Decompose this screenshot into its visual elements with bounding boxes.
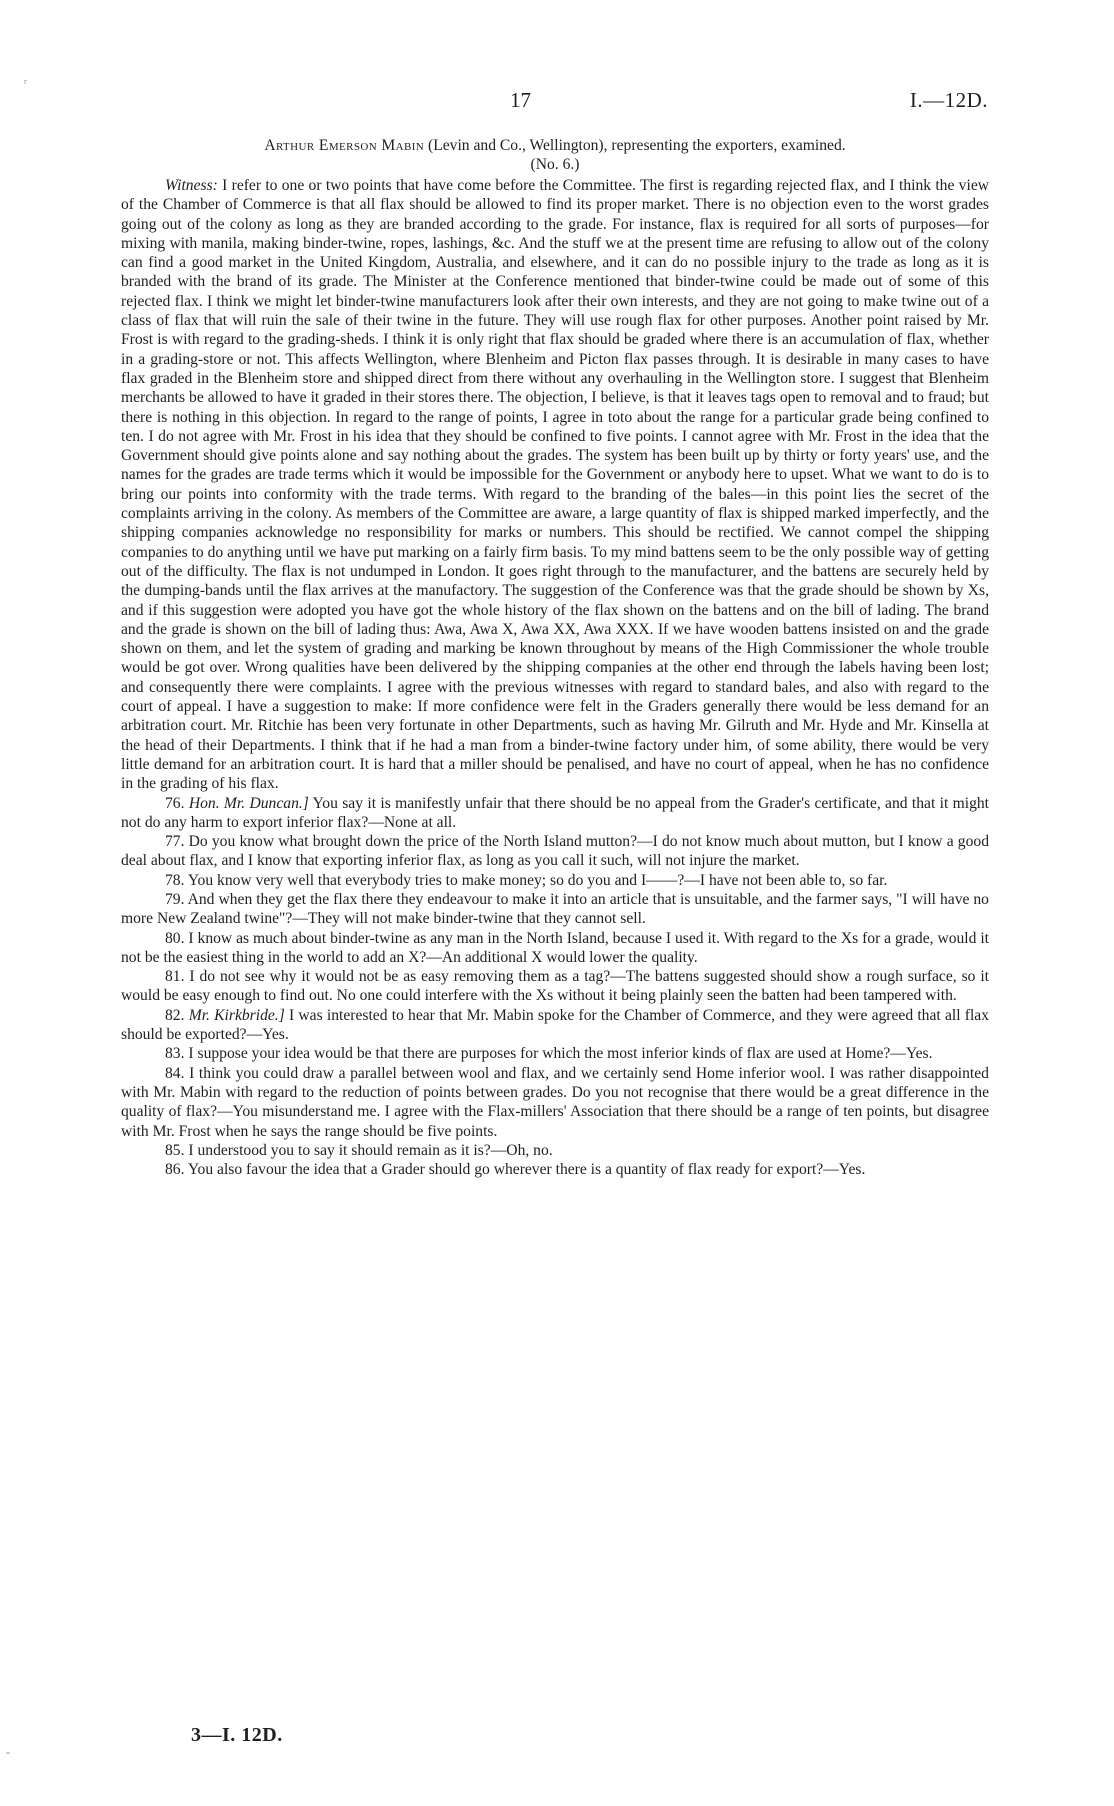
question-text: And when they get the flax there they endeavour to make it into an article that is unsuitable, and the farmer says, "I will have no more New Zealand twine"?—They will not make binder-twine that they cannot sell.: [121, 890, 989, 928]
question-text: I think you could draw a parallel between wool and flax, and we certainly send Home inferior wool. I was rather disappointed with Mr. Mabin with regard to the reduction of points between grades. Do you not recognise that there would be a great difference in the quality of flax?—You misunderstand me. I agree with the Flax-millers' Association that there should be a range of ten points, but disagree with Mr. Frost when he says the range should be five points.: [121, 1064, 989, 1140]
question-number: 78.: [165, 871, 185, 889]
question-number: 80.: [165, 929, 185, 947]
witness-heading: [121, 136, 989, 174]
question-text: You also favour the idea that a Grader should go wherever there is a quantity of flax ready for export?—Yes.: [187, 1161, 866, 1179]
question-number: 84.: [165, 1064, 185, 1082]
question-paragraph: [121, 890, 989, 929]
witness-name: Arthur Emerson Mabin: [264, 137, 425, 154]
scan-mark: ʳ: [24, 76, 27, 90]
page-header: [0, 88, 1114, 118]
speaker-name: Mr. Kirkbride.]: [188, 1006, 285, 1024]
witness-label: Witness:: [165, 177, 218, 194]
question-paragraph: [121, 1044, 989, 1063]
page-number: 17: [510, 88, 531, 112]
question-number: 83.: [165, 1045, 185, 1063]
question-number: 76.: [165, 794, 185, 812]
question-paragraph: [121, 794, 989, 833]
question-list: [121, 794, 989, 1180]
question-number: 86.: [165, 1161, 185, 1179]
witness-number: (No. 6.): [530, 156, 580, 173]
question-number: 85.: [165, 1141, 185, 1159]
question-paragraph: [121, 1160, 989, 1179]
question-text: I do not see why it would not be as easy removing them as a tag?—The battens suggested should show a rough surface, so it would be easy enough to find out. No one could interfere with the Xs without it being plainly seen the batten had been tampered with.: [121, 968, 989, 1005]
scan-mark: -: [6, 1745, 10, 1759]
question-text: I suppose your idea would be that there are purposes for which the most inferior kinds of flax are used at Home?—Yes.: [188, 1045, 933, 1063]
question-paragraph: [121, 871, 989, 890]
speaker-name: Hon. Mr. Duncan.]: [188, 794, 309, 812]
question-number: 79.: [165, 890, 185, 908]
witness-statement-text: I refer to one or two points that have come before the Committee. The first is regarding rejected flax, and I think the view of the Chamber of Commerce is that all flax should be allowed to find its proper market. There is no objection even to the worst grades going out of the colony as long as they are branded according to the grade. For instance, flax is required for all sorts of purposes—for mixing with manila, making binder-twine, ropes, lashings, &c. And the stuff we at the present time are refusing to allow out of the colony can find a good market in the United Kingdom, Australia, and elsewhere, and it can do no possible injury to the trade as long as it is branded with the brand of its grade. The Minister at the Conference mentioned that binder-twine could be made out of some of this rejected flax. I think we might let binder-twine manufacturers look after their own interests, and they are not going to make twine out of a class of flax that will ruin the sale of their twine in the future. They will use rough flax for other purposes. Another point raised by Mr. Frost is with regard to the grading-sheds. I think it is only right that flax should be graded where there is an accumulation of flax, whether in a grading-store or not. This affects Wellington, where Blenheim and Picton flax passes through. It is desirable in many cases to have flax graded in the Blenheim store and shipped direct from there without any overhauling in the Wellington store. I suggest that Blenheim merchants be allowed to have it graded in their stores there. The objection, I believe, is that it leaves tags open to removal and to fraud; but there is nothing in this objection. In regard to the range of points, I agree in toto about the range for a particular grade being confined to ten. I do not agree with Mr. Frost in his idea that they should be confined to five points. I cannot agree with Mr. Frost in the idea that the Government should give points alone and say nothing about the grades. The system has been built up by thirty or forty years' use, and the names for the grades are trade terms which it would be impossible for the Government or anybody here to upset. What we want to do is to bring our points into conformity with the trade terms. With regard to the branding of the bales—in this point lies the secret of the complaints arriving in the colony. As members of the Committee are aware, a large quantity of flax is shipped marked imperfectly, and the shipping companies acknowledge no responsibility for marks or numbers. This should be rectified. We cannot compel the shipping companies to do anything until we have put marking on a fairly firm basis. To my mind battens seem to be the only possible way of getting out of the difficulty. The flax is not undumped in London. It goes right through to the manufacturer, and the battens are securely held by the dumping-bands until the flax arrives at the manufactory. The suggestion of the Conference was that the grade should be shown by Xs, and if this suggestion were adopted you have got the whole history of the flax shown on the battens and on the bill of lading. The brand and the grade is shown on the bill of lading thus: Awa, Awa X, Awa XX, Awa XXX. If we have wooden battens insisted on and the grade shown on them, and let the system of grading and marking be known throughout by means of the High Commissioner the whole trouble would be got over. Wrong qualities have been delivered by the shipping companies at the other end through the labels having been lost; and consequently there were complaints. I agree with the previous witnesses with regard to standard bales, and also with regard to the court of appeal. I have a suggestion to make: If more confidence were felt in the Graders generally there would be less demand for an arbitration court. Mr. Ritchie has been very fortunate in other Departments, such as having Mr. Gilruth and Mr. Hyde and Mr. Kinsella at the head of their Departments. I think that if he had a man from a binder-twine factory under him, of some ability, there would be very little demand for an arbitration court. It is hard that a miller should be penalised, and have no court of appeal, when he has no confidence in the grading of his flax.: [121, 177, 989, 793]
question-text: Do you know what brought down the price of the North Island mutton?—I do not know much about mutton, but I know a good deal about flax, and I know that exporting inferior flax, as long as you call it such, will not injure the market.: [121, 833, 989, 870]
question-paragraph: [121, 1006, 989, 1045]
question-number: 77.: [165, 833, 185, 851]
question-paragraph: [121, 967, 989, 1006]
question-paragraph: [121, 929, 989, 968]
question-text: You know very well that everybody tries to make money; so do you and I——?—I have not been able to, so far.: [187, 871, 888, 889]
question-text: I was interested to hear that Mr. Mabin spoke for the Chamber of Commerce, and they were agreed that all flax should be exported?—Yes.: [121, 1006, 989, 1044]
signature-mark: 3—I. 12D.: [191, 1724, 283, 1746]
question-paragraph: [121, 1141, 989, 1160]
question-text: You say it is manifestly unfair that there should be no appeal from the Grader's certificate, and that it might not do any harm to export inferior flax?—None at all.: [121, 794, 990, 831]
document-reference: I.—12D.: [909, 88, 988, 112]
witness-statement: [121, 176, 989, 794]
question-text: I know as much about binder-twine as any man in the North Island, because I used it. With regard to the Xs for a grade, would it not be the easiest thing in the world to add an X?—An additional X would lower the quality.: [121, 929, 989, 966]
question-paragraph: [121, 832, 989, 871]
witness-affiliation: (Levin and Co., Wellington), representing the exporters, examined.: [428, 137, 846, 154]
page-content: [121, 136, 989, 1179]
question-number: 81.: [165, 968, 185, 986]
question-paragraph: [121, 1064, 989, 1141]
question-text: I understood you to say it should remain as it is?—Oh, no.: [188, 1141, 553, 1159]
question-number: 82.: [165, 1006, 185, 1024]
